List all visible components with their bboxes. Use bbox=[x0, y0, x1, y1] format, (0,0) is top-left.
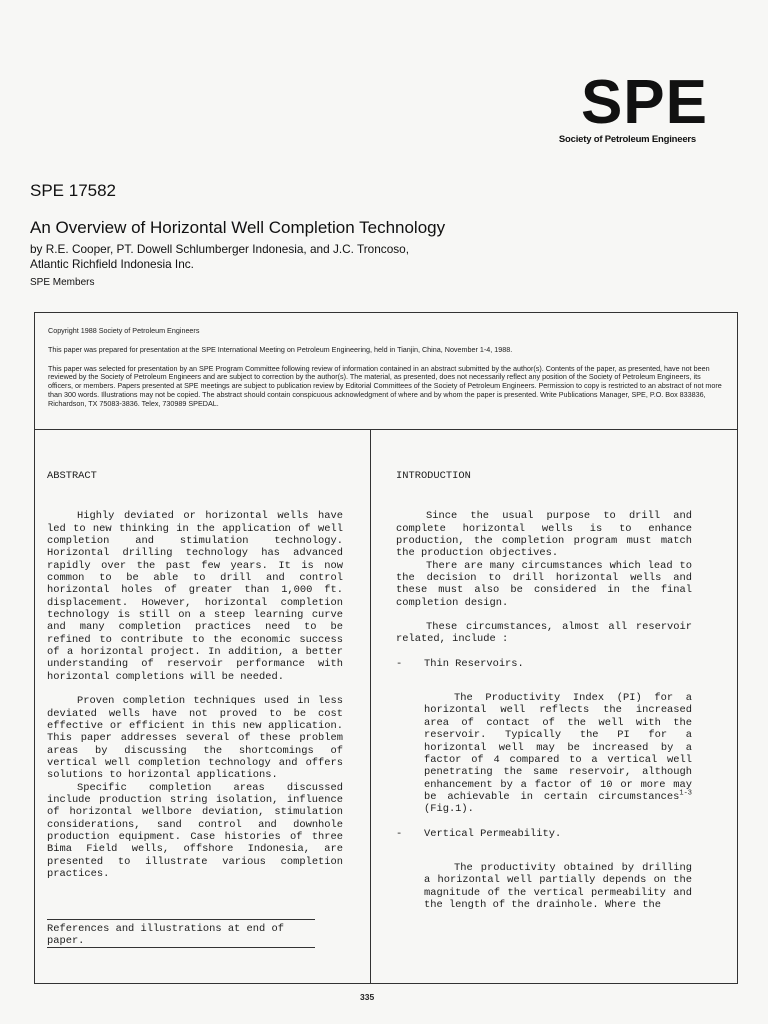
references-footnote: References and illustrations at end of paper. bbox=[47, 919, 315, 948]
authors-line-2: Atlantic Richfield Indonesia Inc. bbox=[30, 257, 194, 271]
spe-logo bbox=[548, 68, 708, 145]
thin-reservoirs-tail: (Fig.1). bbox=[424, 803, 474, 816]
bullet-dash: - bbox=[396, 827, 403, 840]
intro-paragraph-2: There are many circumstances which lead to the decision to drill horizontal wells and these must also be considered in the final completion design. bbox=[396, 559, 692, 609]
presentation-line: This paper was prepared for presentation at the SPE International Meeting on Petroleum Engineering, held in Tianjin, China, November 1-4, 1988. bbox=[48, 344, 513, 354]
abstract-paragraph-3: Specific completion areas discussed include production string isolation, influence of horizontal wellbore deviation, stimulation considerations, sand control and downhole production equipment. Case histories of three Bima Field wells, offshore Indonesia, are presented to illustrate various completion practices. bbox=[47, 781, 343, 880]
introduction-column bbox=[396, 470, 692, 923]
intro-paragraph-1: Since the usual purpose to drill and complete horizontal wells is to enhance production, the completion program must match the production objectives. bbox=[396, 510, 692, 560]
reference-superscript: 1-3 bbox=[679, 789, 692, 798]
paper-title: An Overview of Horizontal Well Completion Technology bbox=[30, 218, 446, 237]
bullet-title: Thin Reservoirs. bbox=[424, 657, 524, 670]
logo-mark: SPE bbox=[580, 68, 708, 137]
thin-reservoirs-body: The Productivity Index (PI) for a horizontal well reflects the increased area of contact of the well with the reservoir. Typically the PI for a horizontal well may be increased by a factor of 4 compared to a vertical well penetrating the same reservoir, although enhancement by a factor of 10 or more may be achievable in certain circumstances bbox=[424, 692, 692, 803]
paper-body-frame bbox=[34, 312, 738, 984]
authors bbox=[30, 242, 409, 272]
bullet-title: Vertical Permeability. bbox=[424, 827, 562, 840]
vertical-permeability-text: The productivity obtained by drilling a horizontal well partially depends on the magnitude of the vertical permeability and the length of the drainhole. Where the bbox=[424, 861, 692, 911]
column-divider bbox=[370, 429, 371, 983]
thin-reservoirs-text bbox=[424, 692, 692, 815]
paper-number: SPE 17582 bbox=[30, 181, 117, 200]
society-name: Society of Petroleum Engineers bbox=[558, 134, 696, 145]
selection-notice: This paper was selected for presentation by an SPE Program Committee following review of information contained in an abstract submitted by the author(s). Contents of the paper, as presented, have not been reviewed by the Society of Petroleum Engineers and are subject to correction by the author(s). The material, as presented, does not necessarily reflect any position of the Society of Petroleum Engineers, its officers, or members. Papers presented at SPE meetings are subject to publication review by Editorial Committees of the Society of Petroleum Engineers. Permission to copy is restricted to an abstract of not more than 300 words. Illustrations may not be copied. The abstract should contain conspicuous acknowledgment of where and by whom the paper is presented. Write Publications Manager, SPE, P.O. Box 833836, Richardson, TX 75083-3836. Telex, 730989 SPEDAL. bbox=[48, 363, 722, 408]
introduction-heading: INTRODUCTION bbox=[396, 470, 471, 482]
abstract-heading: ABSTRACT bbox=[47, 470, 97, 482]
bullet-thin-reservoirs bbox=[396, 658, 692, 670]
page-number: 335 bbox=[360, 992, 375, 1002]
notice-divider bbox=[35, 429, 737, 430]
spe-members-label: SPE Members bbox=[30, 277, 95, 288]
abstract-paragraph-2: Proven completion techniques used in less deviated wells have not proved to be cost effective or efficient in this new application. This paper addresses several of these problem areas by discussing the shortcomings of vertical well completion technology and offers solutions to horizontal applications. bbox=[47, 695, 343, 782]
bullet-dash: - bbox=[396, 657, 403, 670]
abstract-column bbox=[47, 470, 343, 892]
authors-line-1: by R.E. Cooper, PT. Dowell Schlumberger Indonesia, and J.C. Troncoso, bbox=[30, 242, 409, 256]
intro-paragraph-3: These circumstances, almost all reservoir related, include : bbox=[396, 621, 692, 646]
copyright-notice bbox=[48, 327, 724, 409]
bullet-vertical-permeability bbox=[396, 828, 692, 840]
abstract-paragraph-1: Highly deviated or horizontal wells have led to new thinking in the application of well completion and stimulation technology. Horizontal drilling technology has advanced rapidly over the past few years. It is now common to be able to drill and control horizontal holes of greater than 1,000 ft. displacement. However, horizontal completion technology is still on a steep learning curve and many completion practices need to be refined to contribute to the economic success of a horizontal project. In addition, a better understanding of reservoir performance with horizontal completions will be needed. bbox=[47, 510, 343, 683]
copyright-line: Copyright 1988 Society of Petroleum Engineers bbox=[48, 326, 200, 335]
